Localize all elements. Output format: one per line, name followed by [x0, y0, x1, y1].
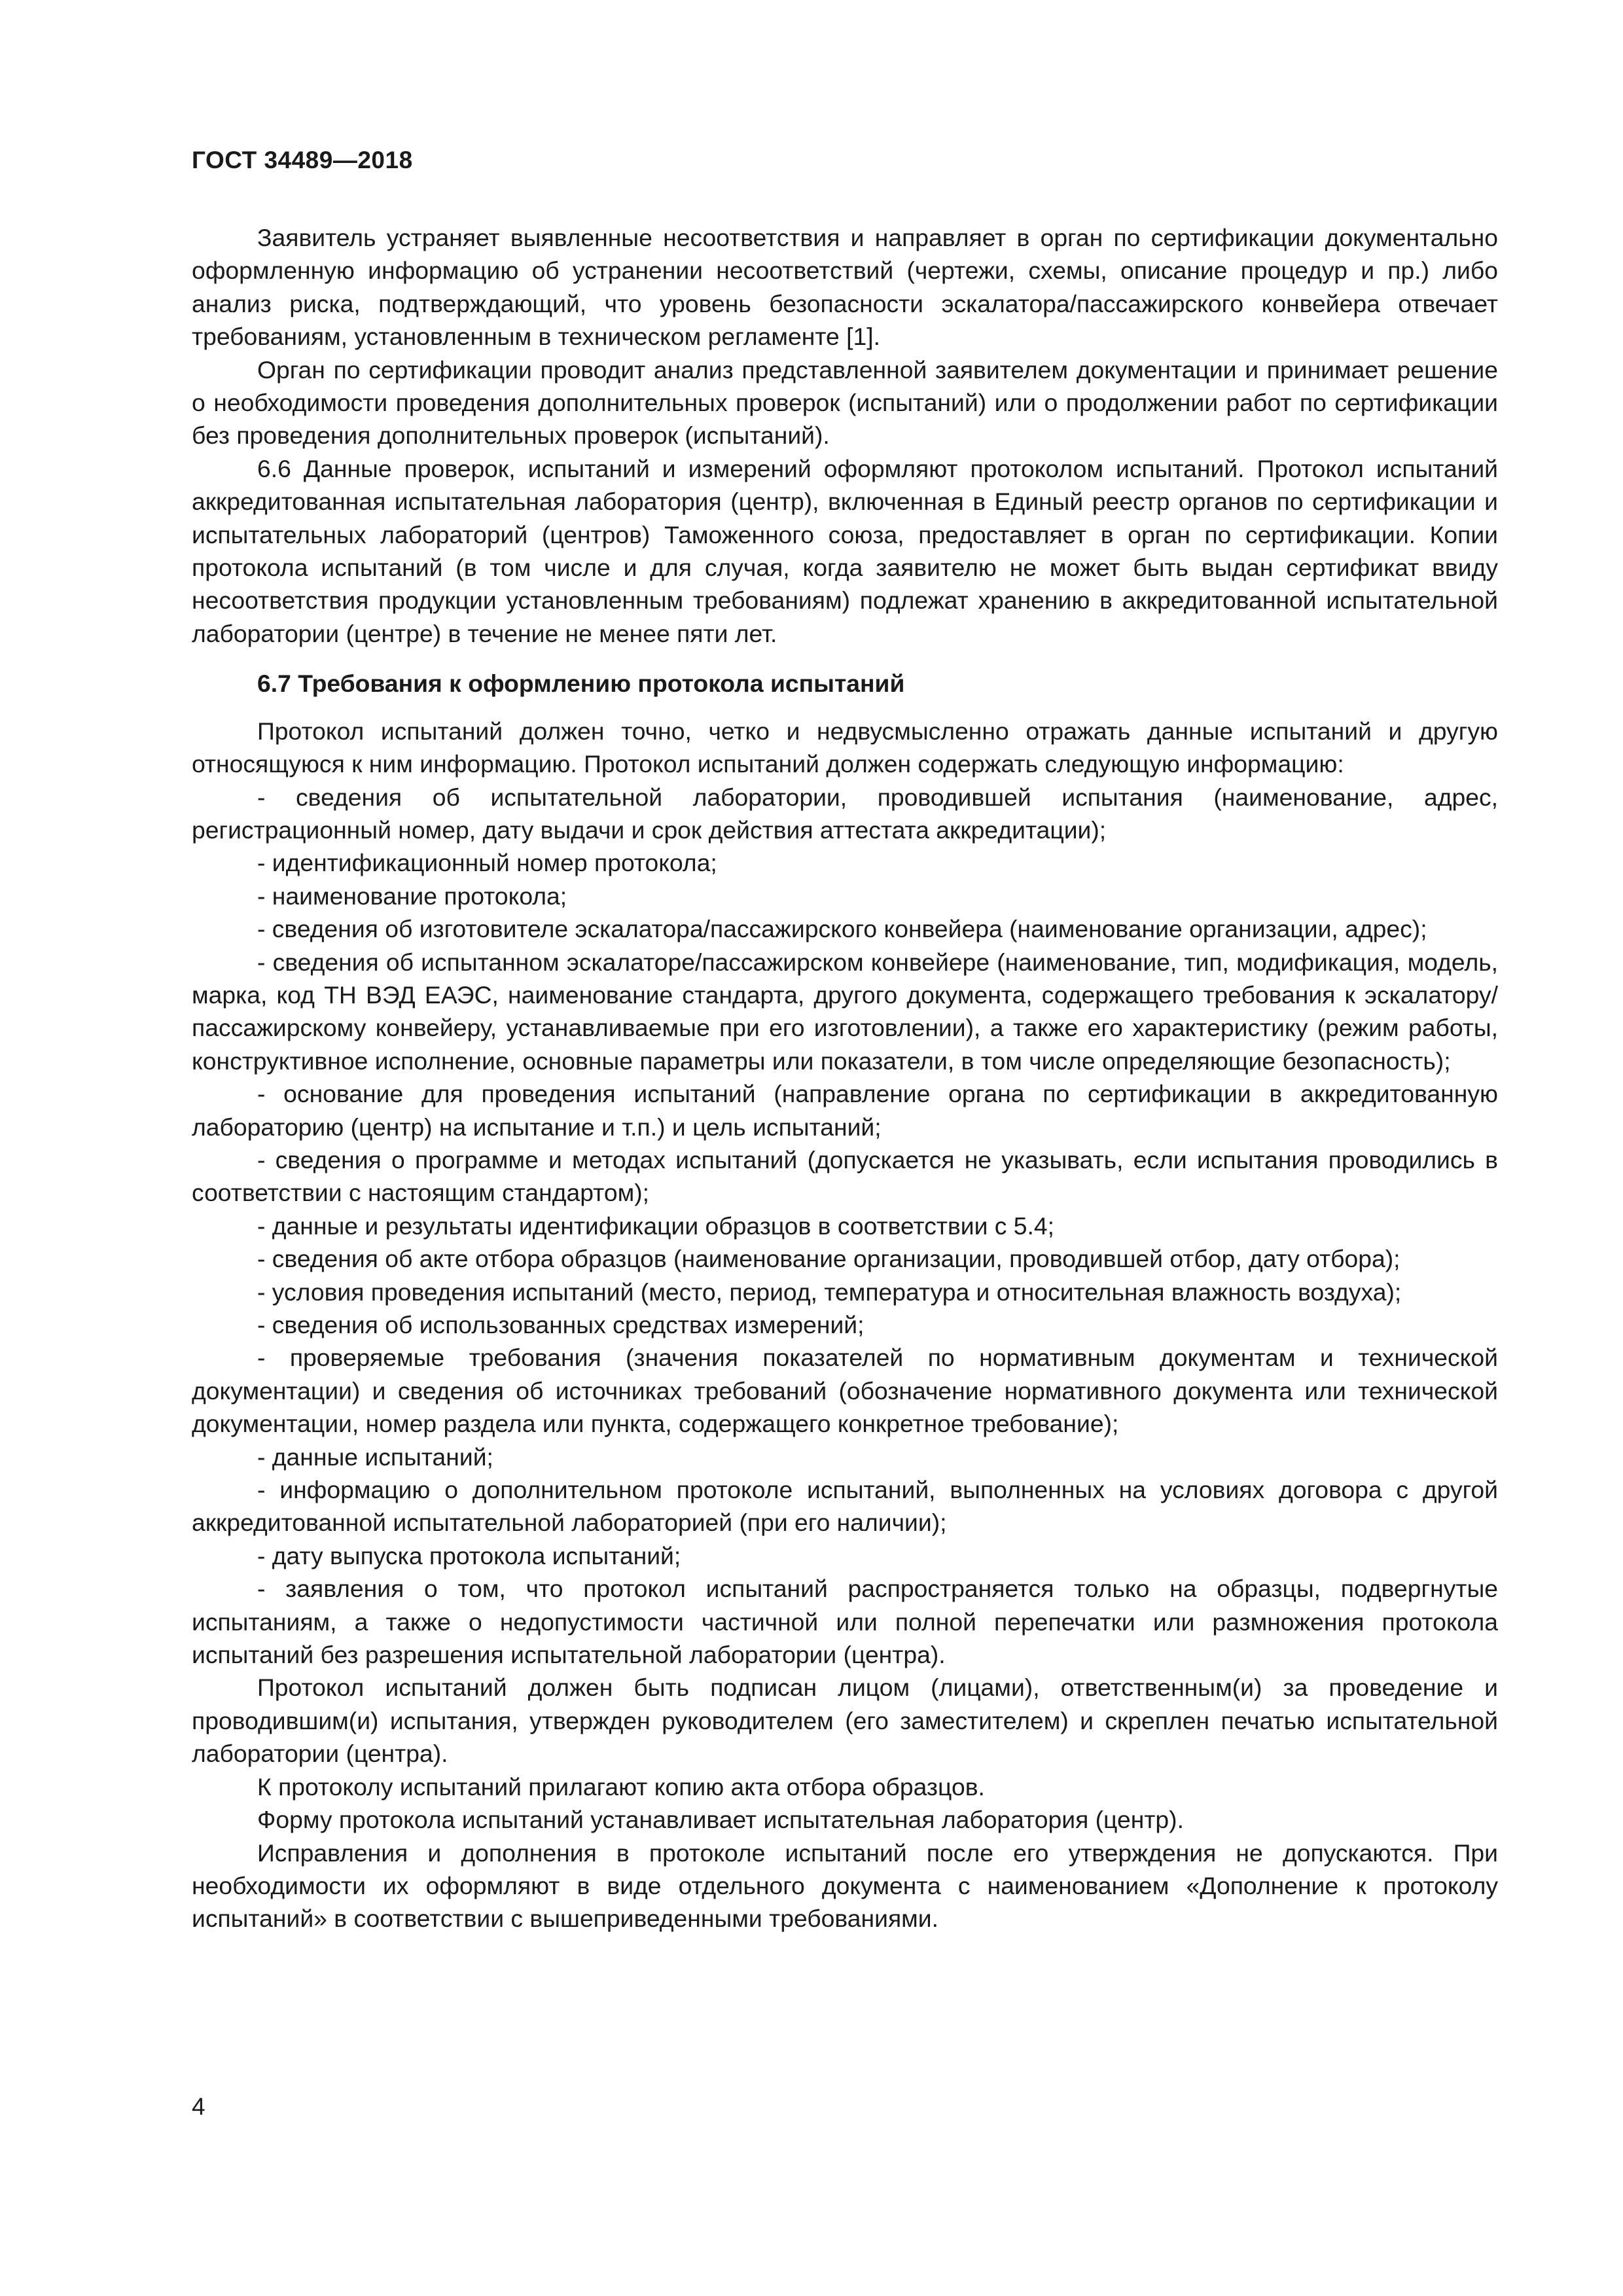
list-item: - проверяемые требования (значения показателей по нормативным документам и технической документации) и сведения об источниках требований (обозначение нормативного документа или технической документации, номер раздела или пункта, содержащего конкретное требование);	[192, 1344, 1498, 1438]
list-item: - идентификационный номер протокола;	[257, 849, 717, 877]
list-item: - данные испытаний;	[257, 1443, 493, 1471]
paragraph-applicant: Заявитель устраняет выявленные несоответствия и направляет в орган по сертификации документально оформленную информацию об устранении несоответствий (чертежи, схемы, описание процедур и пр.) либо анализ риска, подтверждающий, что уровень безопасности эскалатора/пассажирского конвейера отвечает требованиям, установленным в техническом регламенте [1].	[192, 224, 1498, 351]
list-item: - основание для проведения испытаний (направление органа по сертификации в аккредитованную лабораторию (центр) на испытание и т.п.) и цель испытаний;	[192, 1080, 1498, 1141]
list-item: - сведения об использованных средствах измерений;	[257, 1311, 865, 1338]
list-item: - сведения об испытанном эскалаторе/пассажирском конвейере (наименование, тип, модификация, модель, марка, код ТН ВЭД ЕАЭС, наименование стандарта, другого документа, содержащего требования к эскалатору/пассажирскому конвейеру, устанавливаемые при его изготовлении), а также его характеристику (режим работы, конструктивное исполнение, основные параметры или показатели, в том числе определяющие безопасность);	[192, 948, 1498, 1075]
closing-paragraph-corrections: Исправления и дополнения в протоколе испытаний после его утверждения не допускаются. При необходимости их оформляют в виде отдельного документа с наименованием «Дополнение к протоколу испытаний» в соответствии с вышеприведенными требованиями.	[192, 1839, 1498, 1933]
list-item: - данные и результаты идентификации образцов в соответствии с 5.4;	[257, 1211, 1055, 1240]
list-item: - наименование протокола;	[257, 882, 567, 910]
closing-paragraph-attachment: К протоколу испытаний прилагают копию акта отбора образцов.	[257, 1772, 985, 1801]
list-item: - сведения об испытательной лаборатории, проводившей испытания (наименование, адрес, регистрационный номер, дату выдачи и срок действия аттестата аккредитации);	[192, 783, 1498, 844]
section-heading-6-7: 6.7 Требования к оформлению протокола испытаний	[257, 670, 905, 698]
closing-paragraph-form: Форму протокола испытаний устанавливает испытательная лаборатория (центр).	[257, 1806, 1184, 1834]
closing-paragraph-signature: Протокол испытаний должен быть подписан лицом (лицами), ответственным(и) за проведение и проводившим(и) испытания, утвержден руководителем (его заместителем) и скреплен печатью испытательной лаборатории (центра).	[192, 1674, 1498, 1768]
page-number: 4	[192, 2093, 205, 2120]
list-item: - заявления о том, что протокол испытаний распространяется только на образцы, подвергнутые испытаниям, а также о недопустимости частичной или полной перепечатки или размножения протокола испытаний без разрешения испытательной лаборатории (центра).	[192, 1575, 1498, 1669]
list-item: - информацию о дополнительном протоколе испытаний, выполненных на условиях договора с другой аккредитованной испытательной лабораторией (при его наличии);	[192, 1476, 1498, 1537]
list-item: - сведения об акте отбора образцов (наименование организации, проводившей отбор, дату отбора);	[257, 1245, 1400, 1273]
paragraph-certification-body: Орган по сертификации проводит анализ представленной заявителем документации и принимает решение о необходимости проведения дополнительных проверок (испытаний) или о продолжении работ по сертификации без проведения дополнительных проверок (испытаний).	[192, 355, 1498, 450]
list-item: - дату выпуска протокола испытаний;	[257, 1541, 681, 1570]
section-intro: Протокол испытаний должен точно, четко и недвусмысленно отражать данные испытаний и другую относящуюся к ним информацию. Протокол испытаний должен содержать следующую информацию:	[192, 717, 1498, 778]
standard-header: ГОСТ 34489—2018	[192, 147, 413, 173]
list-item: - условия проведения испытаний (место, период, температура и относительная влажность воздуха);	[257, 1278, 1402, 1306]
list-item: - сведения об изготовителе эскалатора/пассажирского конвейера (наименование организации, адрес);	[257, 915, 1427, 943]
list-item: - сведения о программе и методах испытаний (допускается не указывать, если испытания проводились в соответствии с настоящим стандартом);	[192, 1145, 1498, 1207]
paragraph-6-6: 6.6 Данные проверок, испытаний и измерений оформляют протоколом испытаний. Протокол испытаний аккредитованная испытательная лаборатория (центр), включенная в Единый реестр органов по сертификации и испытательных лабораторий (центров) Таможенного союза, предоставляет в орган по сертификации. Копии протокола испытаний (в том числе и для случая, когда заявителю не может быть выдан сертификат ввиду несоответствия продукции установленным требованиям) подлежат хранению в аккредитованной испытательной лаборатории (центре) в течение не менее пяти лет.	[192, 454, 1498, 647]
body-text	[192, 221, 1498, 1935]
